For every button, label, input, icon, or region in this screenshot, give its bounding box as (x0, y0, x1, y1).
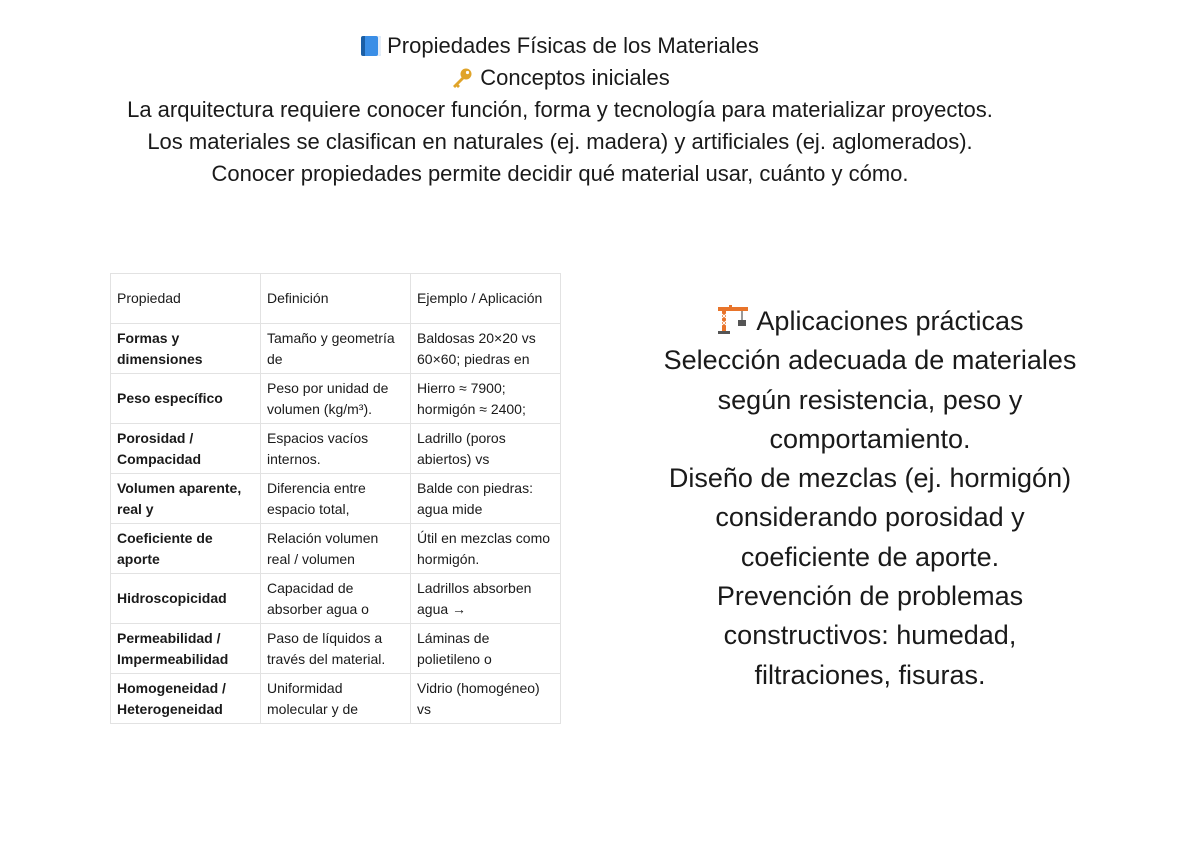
header (0, 30, 1120, 190)
applications-heading-line (640, 302, 1100, 341)
property-cell: Volumen aparente, real y (111, 474, 261, 524)
table-row (111, 374, 561, 424)
applications-line: coeficiente de aporte. (740, 541, 1000, 572)
applications-line: comportamiento. (769, 423, 971, 454)
crane-icon (716, 304, 750, 334)
definition-cell: Uniformidad molecular y de (261, 674, 411, 724)
example-cell: Baldosas 20×20 vs 60×60; piedras en (411, 324, 561, 374)
property-cell: Coeficiente de aporte (111, 524, 261, 574)
column-header-property: Propiedad (111, 274, 261, 324)
applications-line: según resistencia, peso y (717, 384, 1023, 415)
table-row (111, 524, 561, 574)
key-icon (450, 67, 474, 89)
definition-cell: Espacios vacíos internos. (261, 424, 411, 474)
example-cell: Láminas de polietileno o (411, 624, 561, 674)
column-header-example: Ejemplo / Aplicación (411, 274, 561, 324)
example-cell: Hierro ≈ 7900; hormigón ≈ 2400; (411, 374, 561, 424)
definition-cell: Peso por unidad de volumen (kg/m³). (261, 374, 411, 424)
applications-line: constructivos: humedad, (723, 620, 1017, 651)
property-cell: Formas y dimensiones (111, 324, 261, 374)
definition-cell: Paso de líquidos a través del material. (261, 624, 411, 674)
section-subtitle: Conceptos iniciales (480, 65, 670, 90)
property-cell: Homogeneidad / Heterogeneidad (111, 674, 261, 724)
property-cell: Peso específico (111, 374, 261, 424)
example-cell: Ladrillos absorben agua → (411, 574, 561, 624)
applications-heading: Aplicaciones prácticas (756, 306, 1024, 336)
definition-cell: Tamaño y geometría de (261, 324, 411, 374)
book-icon (361, 36, 381, 56)
example-cell: Útil en mezclas como hormigón. (411, 524, 561, 574)
column-header-definition: Definición (261, 274, 411, 324)
table-row (111, 424, 561, 474)
applications-line: Prevención de problemas (716, 581, 1024, 612)
applications-line: filtraciones, fisuras. (754, 659, 986, 690)
applications-section (640, 302, 1100, 695)
example-cell: Vidrio (homogéneo) vs (411, 674, 561, 724)
section-subtitle-line (0, 62, 1120, 94)
properties-table (110, 273, 561, 724)
intro-line: Conocer propiedades permite decidir qué material usar, cuánto y cómo. (211, 161, 909, 186)
table-row (111, 474, 561, 524)
definition-cell: Relación volumen real / volumen (261, 524, 411, 574)
table-row (111, 574, 561, 624)
definition-cell: Capacidad de absorber agua o (261, 574, 411, 624)
property-cell: Permeabilidad / Impermeabilidad (111, 624, 261, 674)
page-title: Propiedades Físicas de los Materiales (387, 33, 759, 58)
table-row (111, 324, 561, 374)
property-cell: Hidroscopicidad (111, 574, 261, 624)
applications-line: Selección adecuada de materiales (663, 345, 1077, 376)
intro-line: Los materiales se clasifican en naturales (ej. madera) y artificiales (ej. aglomerados). (147, 129, 973, 154)
definition-cell: Diferencia entre espacio total, (261, 474, 411, 524)
page-title-line (0, 30, 1120, 62)
intro-line: La arquitectura requiere conocer función, forma y tecnología para materializar proyectos. (127, 97, 993, 122)
table-row (111, 624, 561, 674)
example-cell: Ladrillo (poros abiertos) vs (411, 424, 561, 474)
example-cell: Balde con piedras: agua mide (411, 474, 561, 524)
applications-line: considerando porosidad y (715, 502, 1025, 533)
applications-line: Diseño de mezclas (ej. hormigón) (668, 463, 1072, 494)
table-row (111, 674, 561, 724)
table-header-row (111, 274, 561, 324)
property-cell: Porosidad / Compacidad (111, 424, 261, 474)
